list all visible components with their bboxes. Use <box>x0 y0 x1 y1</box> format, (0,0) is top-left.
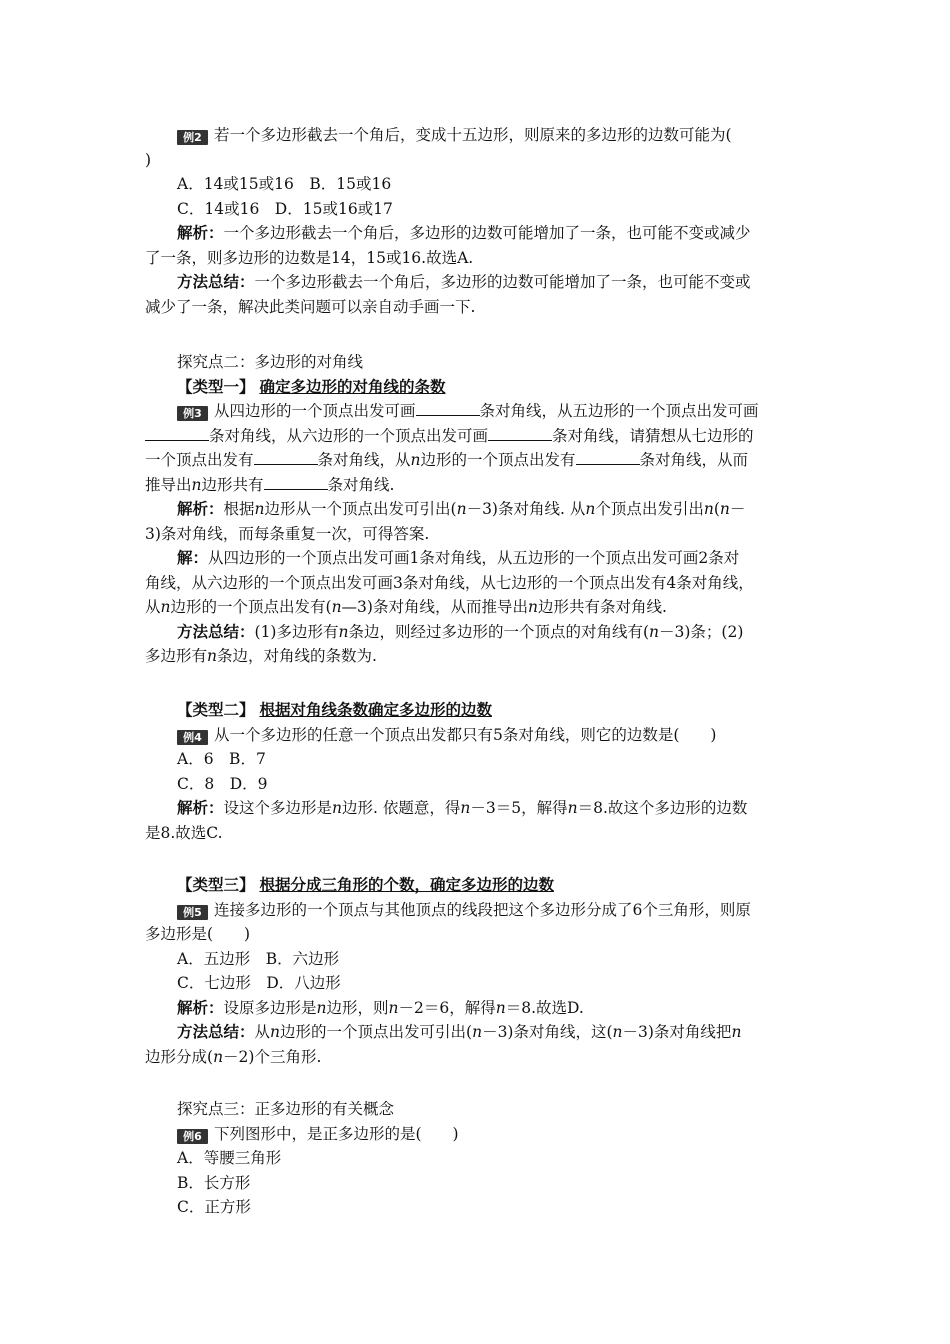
option-line: A．6 B．7 <box>177 750 266 768</box>
analysis: 解析：设原多边形是n边形，则n－2＝6，解得n＝8.故选D. <box>177 997 584 1017</box>
section-title: 探究点三：正多边形的有关概念 <box>177 1100 395 1118</box>
answer-blank[interactable] <box>416 401 480 416</box>
answer-blank[interactable] <box>254 450 318 465</box>
option-line: C．14或16 D．15或16或17 <box>177 199 393 218</box>
type-2-block <box>145 698 810 845</box>
analysis-cont: 3)条对角线，而每条重复一次，可得答案. <box>145 524 430 543</box>
analysis-cont: 是8.故选C. <box>145 823 223 842</box>
section-point-3 <box>145 1097 810 1220</box>
solution-cont: 从n边形的一个顶点出发有(n—3)条对角线，从而推导出n边形共有条对角线. <box>145 598 667 616</box>
method-summary: 方法总结：(1)多边形有n条边，则经过多边形的一个顶点的对角线有(n－3)条；(2) <box>177 621 744 641</box>
example-tag: 例4 <box>177 730 208 745</box>
example-3-line-3: 一个顶点出发有 条对角线，从n边形的一个顶点出发有 条对角线，从而 <box>145 451 749 469</box>
method-summary-cont: 边形分成(n－2)个三角形. <box>145 1047 322 1066</box>
option-line: A．等腰三角形 <box>177 1149 282 1167</box>
option-line: C．七边形 D．八边形 <box>177 974 341 992</box>
section-point-2 <box>145 350 810 669</box>
example-3-line-2: 条对角线，从六边形的一个顶点出发可画 条对角线，请猜想从七边形的 <box>145 424 810 449</box>
example-tag: 例5 <box>177 905 208 920</box>
example-3-line-4: 推导出n边形共有 条对角线. <box>145 475 395 494</box>
option-line: C．正方形 <box>177 1198 251 1216</box>
method-summary: 方法总结：一个多边形截去一个角后，多边形的边数可能增加了一条，也可能不变或 <box>177 272 751 291</box>
example-4-question: 例4 从一个多边形的任意一个顶点出发都只有5条对角线，则它的边数是( ) <box>145 723 810 748</box>
example-6-question: 例6 下列图形中，是正多边形的是( ) <box>145 1122 810 1147</box>
analysis: 解析：根据n边形从一个顶点出发可引出(n－3)条对角线. 从n个顶点出发引出n(n－ <box>177 499 746 518</box>
analysis: 解析：一个多边形截去一个角后，多边形的边数可能增加了一条，也可能不变或减少 <box>177 223 751 242</box>
answer-blank[interactable] <box>145 426 209 441</box>
example-tag: 例6 <box>177 1129 208 1144</box>
option-line: B．长方形 <box>177 1173 251 1192</box>
example-5-question-cont: 多边形是( ) <box>145 925 251 943</box>
solution-cont: 角线，从六边形的一个顶点出发可画3条对角线，从七边形的一个顶点出发有4条对角线， <box>145 573 754 592</box>
option-line: A．14或15或16 B．15或16 <box>177 175 392 193</box>
section-title: 探究点二：多边形的对角线 <box>177 353 364 371</box>
analysis-cont: 了一条，则多边形的边数是14，15或16.故选A. <box>145 248 474 267</box>
option-line: C．8 D．9 <box>177 774 268 793</box>
solution: 解：从四边形的一个顶点出发可画1条对角线，从五边形的一个顶点出发可画2条对 <box>177 548 740 567</box>
analysis: 解析：设这个多边形是n边形. 依题意，得n－3＝5，解得n＝8.故这个多边形的边数 <box>177 798 748 817</box>
answer-blank[interactable] <box>264 475 328 490</box>
type-2-heading: 【类型二】 根据对角线条数确定多边形的边数 <box>177 700 492 719</box>
example-2 <box>145 123 810 319</box>
example-3-line-1: 例3 从四边形的一个顶点出发可画 条对角线，从五边形的一个顶点出发可画 <box>145 399 810 424</box>
type-3-block <box>145 873 810 1069</box>
type-3-heading: 【类型三】 根据分成三角形的个数，确定多边形的边数 <box>177 875 554 894</box>
method-summary-cont: 减少了一条，解决此类问题可以亲自动手画一下. <box>145 297 476 316</box>
example-2-question-end: ) <box>145 150 152 169</box>
answer-blank[interactable] <box>488 426 552 441</box>
option-line: A．五边形 B．六边形 <box>177 949 340 968</box>
example-tag: 例2 <box>177 130 208 145</box>
answer-blank[interactable] <box>576 450 640 465</box>
method-summary: 方法总结：从n边形的一个顶点出发可引出(n－3)条对角线，这(n－3)条对角线把n <box>177 1022 742 1041</box>
type-1-heading: 【类型一】 确定多边形的对角线的条数 <box>177 376 446 396</box>
example-2-question: 例2 若一个多边形截去一个角后，变成十五边形，则原来的多边形的边数可能为( <box>145 123 810 148</box>
example-5-question: 例5 连接多边形的一个顶点与其他顶点的线段把这个多边形分成了6个三角形，则原 <box>145 898 810 923</box>
method-summary-cont: 多边形有n条边，对角线的条数为. <box>145 647 377 665</box>
example-tag: 例3 <box>177 406 208 421</box>
